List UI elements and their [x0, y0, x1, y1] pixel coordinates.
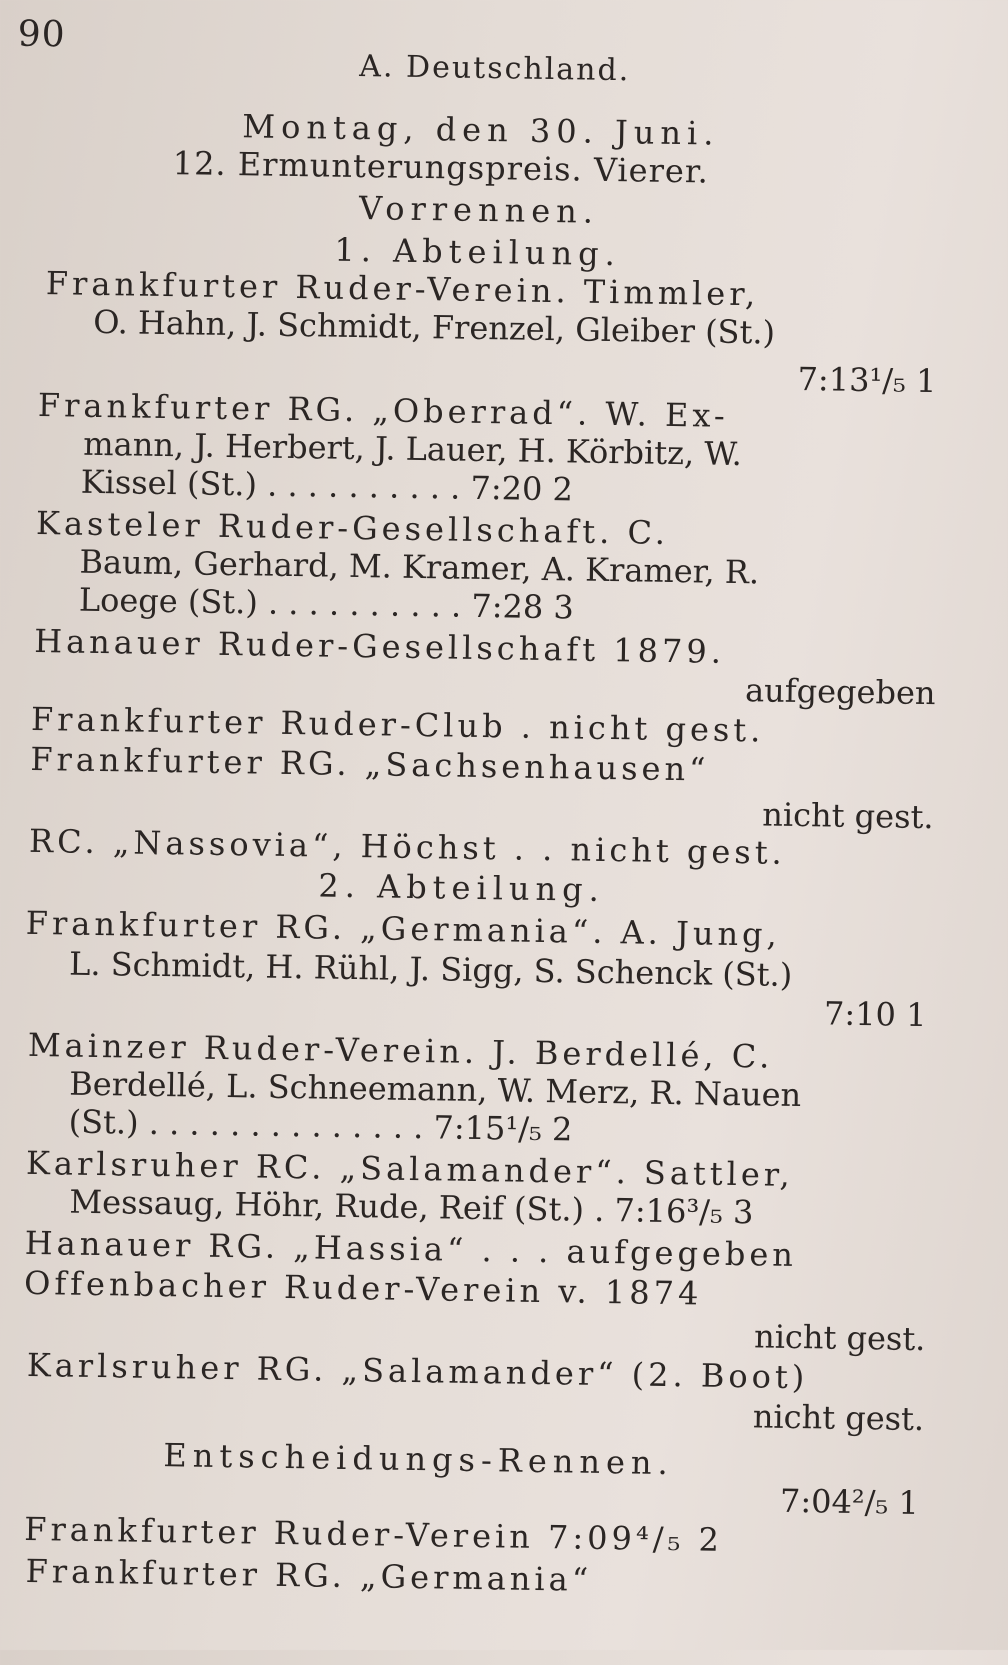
- entry-line: Berdellé, L. Schneemann, W. Merz, R. Nauen: [68, 1064, 802, 1115]
- entry-line: Frankfurter RG. „Germania“: [25, 1551, 593, 1599]
- entry-line: Karlsruher RG. „Salamander“ (2. Boot): [26, 1345, 809, 1397]
- entry-line: Mainzer Ruder-Verein. J. Berdellé, C.: [27, 1025, 774, 1076]
- entry-line: mann, J. Herbert, J. Lauer, H. Körbitz, W.: [83, 424, 743, 474]
- result-line: 7:13¹/₅ 1: [797, 359, 937, 401]
- entry-line: Offenbacher Ruder-Verein v. 1874: [23, 1263, 703, 1313]
- entry-line: Baum, Gerhard, M. Kramer, A. Kramer, R.: [79, 542, 760, 592]
- heat-1-title: 1. Abteilung.: [334, 230, 622, 274]
- round-heading: Vorrennen.: [358, 189, 600, 231]
- entry-line: O. Hahn, J. Schmidt, Frenzel, Gleiber (St.): [92, 302, 776, 352]
- entry-line: Frankfurter RG. „Sachsenhausen“: [30, 739, 710, 789]
- entry-line: RC. „Nassovia“, Höchst . . nicht gest.: [28, 821, 787, 872]
- race-title: 12. Ermunterungspreis. Vierer.: [172, 144, 710, 191]
- final-title: Entscheidungs-Rennen.: [163, 1436, 675, 1483]
- entry-line: Frankfurter RG. „Germania“. A. Jung,: [25, 903, 782, 954]
- entry-line: Frankfurter Ruder-Club . nicht gest.: [30, 699, 765, 750]
- entry-line: L. Schmidt, H. Rühl, J. Sigg, S. Schenck (St.): [68, 944, 793, 994]
- entry-line: Kissel (St.) . . . . . . . . . . 7:20 2: [80, 462, 574, 509]
- entry-line: Kasteler Ruder-Gesellschaft. C.: [35, 504, 670, 552]
- date-heading: Montag, den 30. Juni.: [242, 107, 720, 153]
- entry-line: Loege (St.) . . . . . . . . . . 7:28 3: [78, 580, 575, 627]
- result-line: 7:04²/₅ 1: [779, 1481, 920, 1522]
- result-line: 7:10 1: [823, 994, 927, 1035]
- result-line: nicht gest.: [753, 1317, 926, 1359]
- entry-line: (St.) . . . . . . . . . . . . . . 7:15¹/₅ 2: [68, 1102, 573, 1149]
- result-line: aufgegeben: [744, 671, 936, 713]
- entry-line: Frankfurter Ruder-Verein. Timmler,: [45, 264, 760, 314]
- entry-line: Frankfurter Ruder-Verein 7:09⁴/₅ 2: [23, 1509, 724, 1559]
- result-line: nicht gest.: [762, 795, 934, 837]
- entry-line: Frankfurter RG. „Oberrad“. W. Ex-: [37, 386, 730, 435]
- page-number: 90: [17, 13, 66, 56]
- entry-line: Messaug, Höhr, Rude, Reif (St.) . 7:16³/₅ 3: [69, 1182, 754, 1232]
- entry-line: Hanauer RG. „Hassia“ . . . aufgegeben: [24, 1223, 798, 1275]
- result-line: nicht gest.: [752, 1397, 925, 1439]
- heat-2-title: 2. Abteilung.: [318, 866, 606, 909]
- running-head: A. Deutschland.: [359, 49, 631, 89]
- entry-line: Karlsruher RC. „Salamander“. Sattler,: [25, 1143, 795, 1194]
- entry-line: Hanauer Ruder-Gesellschaft 1879.: [33, 621, 726, 671]
